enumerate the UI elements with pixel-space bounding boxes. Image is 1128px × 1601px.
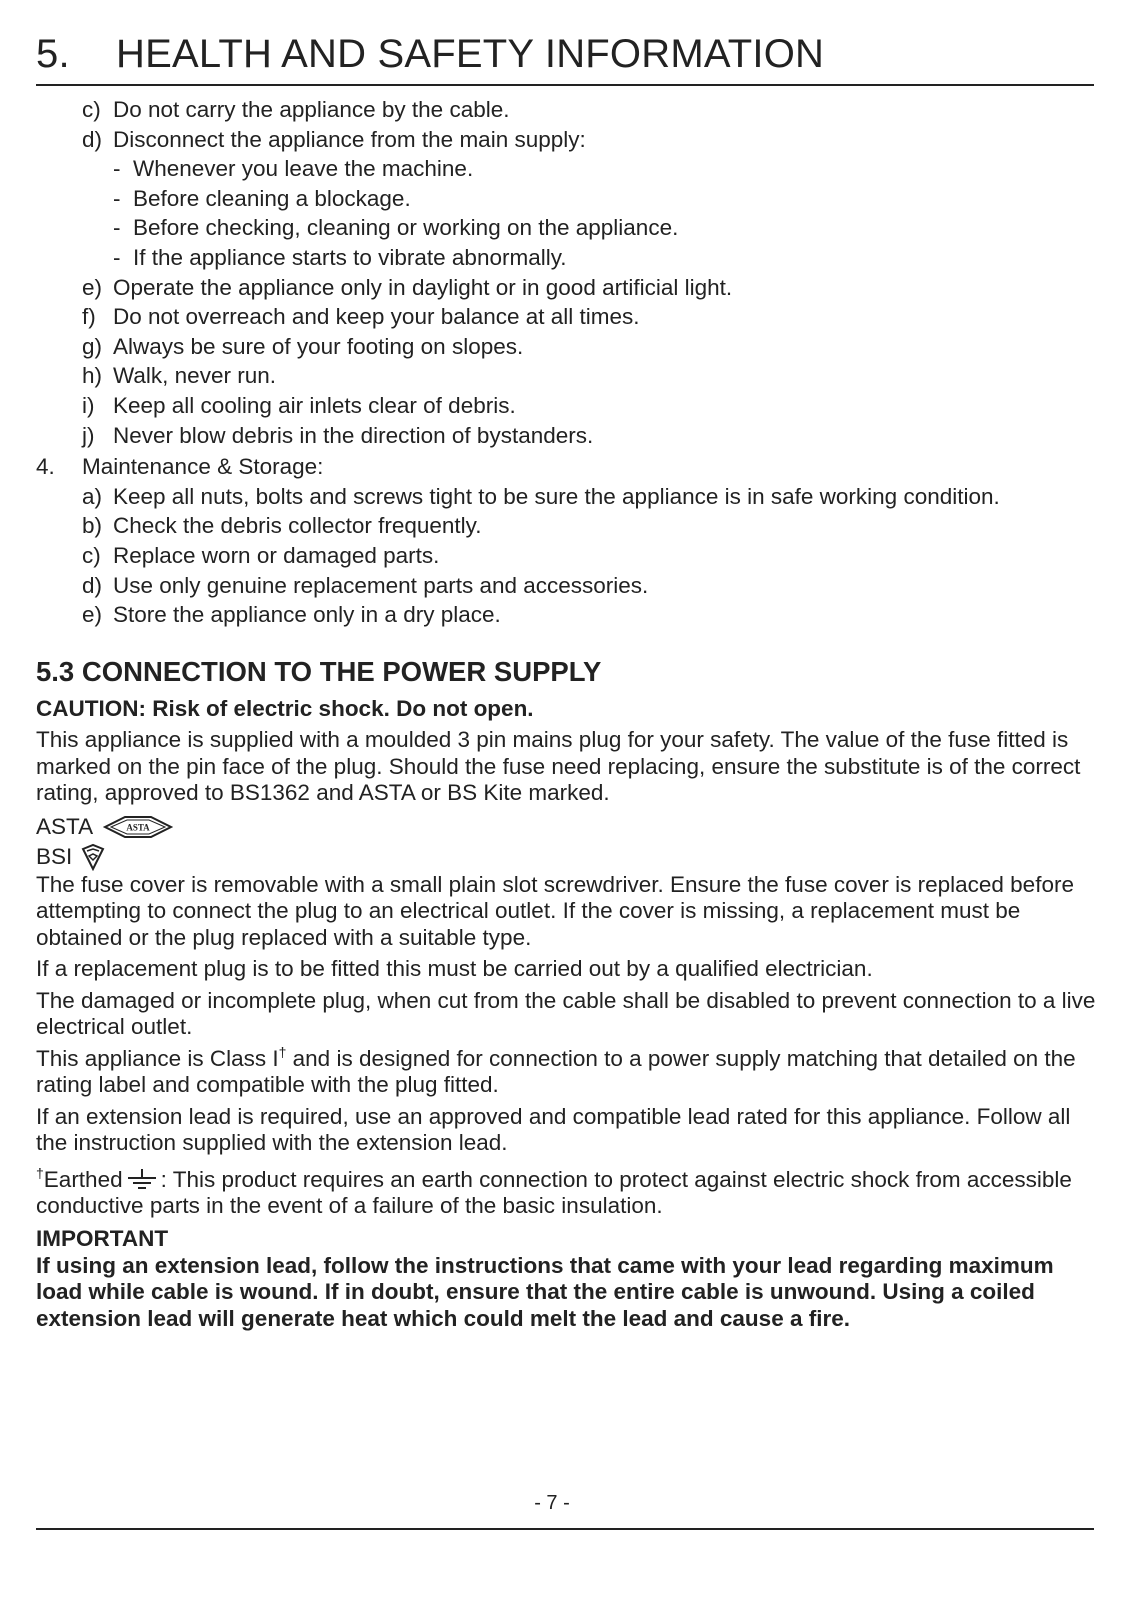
class-paragraph bbox=[36, 1043, 1106, 1099]
list-item-label: g) bbox=[82, 333, 103, 359]
list-item-text: Never blow debris in the direction of bystanders. bbox=[113, 422, 594, 448]
list-item bbox=[36, 95, 1106, 125]
list-item bbox=[36, 243, 1106, 273]
list-item-text: Walk, never run. bbox=[113, 363, 276, 389]
list-item-text: Always be sure of your footing on slopes. bbox=[113, 333, 524, 359]
earth-note bbox=[36, 1164, 1106, 1220]
class-text: This appliance is Class I bbox=[36, 1045, 279, 1071]
note-dagger: † bbox=[36, 1164, 44, 1181]
list-item-text: Whenever you leave the machine. bbox=[133, 156, 474, 182]
list-item-text: Disconnect the appliance from the main supply: bbox=[113, 126, 586, 152]
list-item-text: Use only genuine replacement parts and accessories. bbox=[113, 572, 649, 598]
list-item bbox=[36, 511, 1106, 541]
important-heading: IMPORTANT bbox=[36, 1225, 169, 1251]
list-item-text: Check the debris collector frequently. bbox=[113, 513, 482, 539]
list-item bbox=[36, 482, 1106, 512]
list-item-label: - bbox=[113, 185, 121, 211]
list-item bbox=[36, 125, 1106, 155]
page-title bbox=[36, 30, 1094, 78]
list-item bbox=[36, 391, 1106, 421]
list-item bbox=[36, 302, 1106, 332]
list-item-label: e) bbox=[82, 274, 103, 300]
class-text-rest: and is designed for connection to a power supply matching that detailed on the rating label and compatible with the plug fitted. bbox=[36, 1045, 1076, 1097]
dagger-mark: † bbox=[278, 1043, 287, 1060]
list-item bbox=[36, 541, 1106, 571]
asta-label: ASTA bbox=[36, 813, 94, 839]
bsi-kitemark-icon bbox=[80, 843, 106, 871]
list-item-text: Do not carry the appliance by the cable. bbox=[113, 97, 510, 122]
list-item-text: Do not overreach and keep your balance at all times. bbox=[113, 304, 640, 330]
bsi-line bbox=[36, 842, 1106, 872]
list-item-text: Keep all cooling air inlets clear of debris. bbox=[113, 392, 516, 418]
list-item-label: e) bbox=[82, 602, 103, 628]
list-item bbox=[36, 571, 1106, 601]
section-title: HEALTH AND SAFETY INFORMATION bbox=[116, 32, 825, 76]
list-item bbox=[36, 154, 1106, 184]
bsi-label: BSI bbox=[36, 843, 73, 869]
list-item-label: j) bbox=[82, 422, 95, 448]
power-supply-section bbox=[36, 655, 1106, 1337]
list-item bbox=[36, 332, 1106, 362]
list-item bbox=[36, 600, 1106, 630]
section-heading: 5.3 CONNECTION TO THE POWER SUPPLY bbox=[36, 656, 602, 687]
list-item-text: Store the appliance only in a dry place. bbox=[113, 602, 501, 628]
damaged-plug-paragraph: The damaged or incomplete plug, when cut from the cable shall be disabled to prevent connection to a live electrical outlet. bbox=[36, 987, 1096, 1039]
extension-paragraph: If an extension lead is required, use an approved and compatible lead rated for this appliance. Follow all the instruction supplied with the extension lead. bbox=[36, 1103, 1071, 1155]
page-header bbox=[36, 30, 1094, 86]
list-item-label: 4. bbox=[36, 454, 55, 480]
asta-line bbox=[36, 812, 1106, 842]
list-item-text: Replace worn or damaged parts. bbox=[113, 542, 440, 568]
caution-text: CAUTION: Risk of electric shock. Do not open. bbox=[36, 696, 534, 721]
list-item bbox=[36, 452, 1106, 482]
list-item-label: i) bbox=[82, 392, 95, 418]
list-item-text: Before cleaning a blockage. bbox=[133, 185, 411, 211]
list-item-text: Maintenance & Storage: bbox=[82, 454, 324, 480]
list-item-label: c) bbox=[82, 97, 101, 122]
list-item-label: - bbox=[113, 244, 121, 270]
list-item-label: - bbox=[113, 156, 121, 182]
footer-rule bbox=[36, 1528, 1094, 1530]
plug-paragraph: This appliance is supplied with a moulded 3 pin mains plug for your safety. The value of the fuse fitted is marked on the pin face of the plug. Should the fuse need replacing, ensure the substitute is of the correct rating, approved to BS1362 and ASTA or BS Kite marked. bbox=[36, 727, 1081, 805]
replacement-plug-paragraph: If a replacement plug is to be fitted this must be carried out by a qualified electrician. bbox=[36, 956, 873, 981]
list-item-label: f) bbox=[82, 304, 96, 330]
important-text: If using an extension lead, follow the instructions that came with your lead regarding maximum load while cable is wound. If in doubt, ensure that the entire cable is unwound. Using a coiled extension lead will generate heat which could melt the lead and cause a fire. bbox=[36, 1252, 1054, 1331]
list-item bbox=[36, 421, 1106, 451]
earth-ground-icon bbox=[125, 1167, 159, 1191]
list-item-text: If the appliance starts to vibrate abnormally. bbox=[133, 244, 567, 270]
list-item-text: Operate the appliance only in daylight or in good artificial light. bbox=[113, 274, 733, 300]
list-item bbox=[36, 213, 1106, 243]
list-item bbox=[36, 361, 1106, 391]
section-number: 5. bbox=[36, 32, 70, 76]
safety-instruction-list bbox=[36, 95, 1106, 630]
list-item-label: - bbox=[113, 215, 121, 241]
list-item-label: b) bbox=[82, 513, 103, 539]
list-item-label: d) bbox=[82, 126, 103, 152]
list-item-text: Keep all nuts, bolts and screws tight to be sure the appliance is in safe working condition. bbox=[113, 483, 1000, 509]
list-item-text: Before checking, cleaning or working on the appliance. bbox=[133, 215, 679, 241]
fuse-cover-paragraph: The fuse cover is removable with a small plain slot screwdriver. Ensure the fuse cover is replaced before attempting to connect the plug to an electrical outlet. If the cover is missing, a replacement must be obtained or the plug replaced with a suitable type. bbox=[36, 871, 1074, 950]
list-item bbox=[36, 273, 1106, 303]
note-text: : This product requires an earth connection to protect against electric shock from accessible conductive parts in the event of a failure of the basic insulation. bbox=[36, 1166, 1072, 1218]
list-item-label: c) bbox=[82, 542, 101, 568]
list-item-label: d) bbox=[82, 572, 103, 598]
asta-diamond-icon bbox=[103, 815, 173, 839]
asta-mark-text: ASTA bbox=[126, 822, 150, 832]
note-word: Earthed bbox=[43, 1166, 123, 1192]
list-item-label: a) bbox=[82, 483, 103, 509]
page-number: - 7 - bbox=[534, 1492, 570, 1514]
list-item bbox=[36, 184, 1106, 214]
list-item-label: h) bbox=[82, 363, 103, 389]
